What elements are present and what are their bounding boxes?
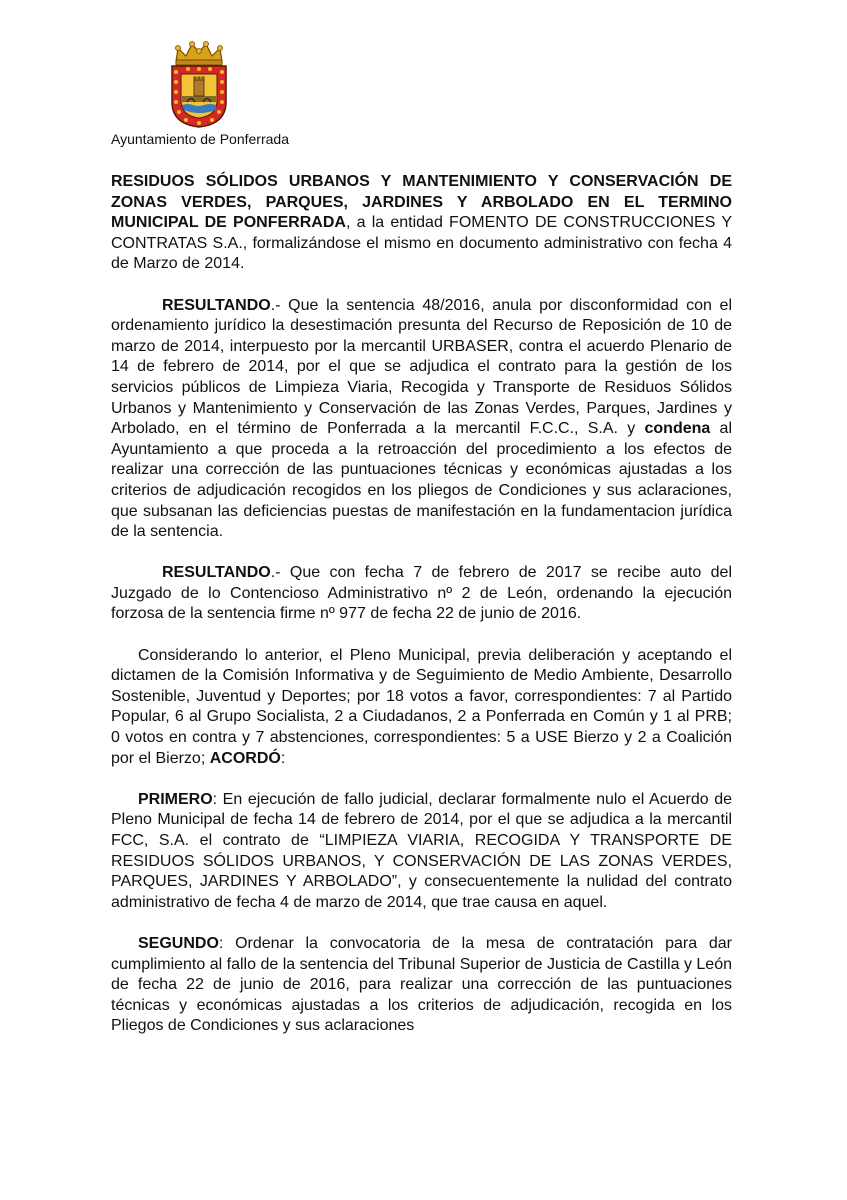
considerando-text: Considerando lo anterior, el Pleno Municipal, previa deliberación y aceptando el dictamen de la Comisión Informativa y de Seguimiento de Medio Ambiente, Desarrollo Sostenible, Juventud y Deportes; por 18 votos a favor, correspondientes: 7 al Partido Popular, 6 al Grupo Socialista, 2 a Ciudadanos, 2 a Ponferrada en Común y 1 al PRB; 0 votos en contra y 7 abstenciones, correspondientes: 5 a USE Bierzo y 2 a Coalición por el Bierzo;: [111, 646, 732, 767]
resultando-text-2: .- Que con fecha 7 de febrero de 2017 se recibe auto del Juzgado de lo Contencioso Administrativo nº 2 de León, ordenando la ejecución forzosa de la sentencia firme nº 977 de fecha 22 de junio de 2016.: [111, 564, 732, 623]
resultando-paragraph-1: [111, 296, 732, 543]
resultando-text-1c: al Ayuntamiento a que proceda a la retroacción del procedimiento a los efectos de realizar una corrección de las puntuaciones técnicas y económicas ajustadas a los criterios de adjudicación recogidos en los pliegos de Condiciones y sus aclaraciones, que subsanan las deficiencias puestas de manifestación en la fundamentacion jurídica de la sentencia.: [111, 420, 733, 541]
document-body: [111, 172, 732, 1058]
acordo-label: ACORDÓ: [209, 749, 281, 767]
resultando-paragraph-2: [111, 563, 732, 625]
resultando-label-1: RESULTANDO: [162, 296, 271, 314]
intro-paragraph: [111, 172, 732, 275]
considerando-paragraph: [111, 646, 732, 770]
organization-name: Ayuntamiento de Ponferrada: [111, 131, 289, 147]
primero-paragraph: [111, 790, 732, 914]
intro-text: , a la entidad FOMENTO DE CONSTRUCCIONES Y CONTRATAS S.A., formalizándose el mismo en documento administrativo con fecha 4 de Marzo de 2014.: [111, 214, 732, 273]
segundo-label: SEGUNDO: [138, 934, 219, 952]
condena-label: condena: [644, 420, 711, 438]
segundo-text: : Ordenar la convocatoria de la mesa de contratación para dar cumplimiento al fallo de la sentencia del Tribunal Superior de Justicia de Castilla y León de fecha 22 de junio de 2016, para realizar una corrección de las puntuaciones técnicas y económicas ajustadas a los criterios de adjudicación, recogida en los Pliegos de Condiciones y sus aclaraciones: [111, 934, 732, 1035]
resultando-label-2: RESULTANDO: [162, 564, 271, 582]
primero-label: PRIMERO: [138, 790, 213, 808]
resultando-text-1a: .- Que la sentencia 48/2016, anula por disconformidad con el ordenamiento jurídico la desestimación presunta del Recurso de Reposición de 10 de marzo de 2014, interpuesto por la mercantil URBASER, contra el acuerdo Plenario de 14 de febrero de 2014, por el que se adjudica el contrato para la gestión de los servicios públicos de Limpieza Viaria, Recogida y Transporte de Residuos Sólidos Urbanos y Mantenimiento y Conservación de las Zonas Verdes, Parques, Jardines y Arbolado, en el término de Ponferrada a la mercantil F.C.C., S.A. y: [111, 296, 732, 438]
coat-of-arms-icon: [168, 40, 230, 128]
segundo-paragraph: [111, 934, 732, 1037]
considerando-end: :: [280, 749, 286, 767]
contract-title: RESIDUOS SÓLIDOS URBANOS Y MANTENIMIENTO Y CONSERVACIÓN DE ZONAS VERDES, PARQUES, JARDINES Y ARBOLADO EN EL TERMINO MUNICIPAL DE PONFERRADA: [111, 173, 732, 232]
primero-text: : En ejecución de fallo judicial, declarar formalmente nulo el Acuerdo de Pleno Municipal de fecha 14 de febrero de 2014, por el que se adjudica a la mercantil FCC, S.A. el contrato de “LIMPIEZA VIARIA, RECOGIDA Y TRANSPORTE DE RESIDUOS SÓLIDOS URBANOS, Y CONSERVACIÓN DE LAS ZONAS VERDES, PARQUES, JARDINES Y ARBOLADO”, y consecuentemente la nulidad del contrato administrativo de fecha 4 de marzo de 2014, que trae causa en aquel.: [111, 790, 732, 911]
